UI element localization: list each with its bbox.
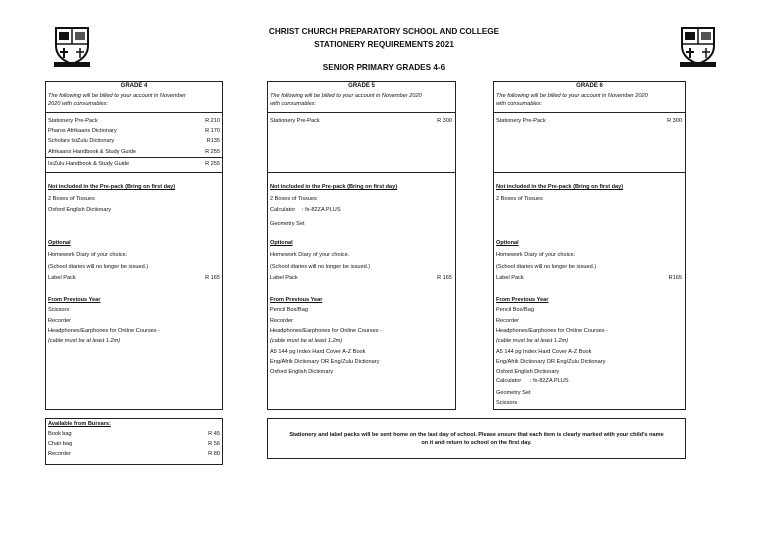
grade5-intro-2: with consumables: bbox=[270, 101, 317, 107]
price: R 165 bbox=[437, 275, 452, 281]
list-item: Geometry Set bbox=[270, 221, 305, 227]
school-name: CHRIST CHURCH PREPARATORY SCHOOL AND COLLEGE bbox=[268, 27, 500, 36]
list-item: Chair bag bbox=[48, 441, 73, 447]
list-item: Label Pack bbox=[496, 275, 524, 281]
list-item: Stationery Pre-Pack bbox=[496, 118, 546, 124]
list-item: Homework Diary of your choice. bbox=[496, 252, 576, 258]
grade5-divider bbox=[267, 172, 456, 173]
list-item: Pencil Box/Bag bbox=[496, 307, 534, 313]
calculator-model: : fx-82ZA PLUS bbox=[302, 207, 341, 213]
grade4-divider bbox=[45, 157, 223, 158]
grade6-not-included-heading: Not included in the Pre-pack (Bring on first day) bbox=[496, 184, 624, 190]
price: R 300 bbox=[667, 118, 682, 124]
grade5-optional-heading: Optional bbox=[270, 240, 293, 246]
grade5-divider bbox=[267, 112, 456, 113]
price: R 165 bbox=[205, 275, 220, 281]
grade6-divider bbox=[493, 172, 686, 173]
grade6-divider bbox=[493, 112, 686, 113]
list-item: Oxford English Dictionary bbox=[48, 207, 112, 213]
grade4-intro: The following will be billed to your account in November bbox=[48, 93, 186, 99]
grade4-optional-heading: Optional bbox=[48, 240, 71, 246]
price: R 170 bbox=[205, 128, 220, 134]
list-item: Headphones/Earphones for Online Courses - bbox=[496, 328, 608, 334]
list-item: IsiZulu Handbook & Study Guide bbox=[48, 161, 130, 167]
list-item: Scissors bbox=[48, 307, 70, 313]
grade4-title: GRADE 4 bbox=[120, 83, 148, 89]
list-item: (School diaries will no longer be issued.) bbox=[270, 264, 371, 270]
list-item: Oxford English Dictionary bbox=[270, 369, 334, 375]
list-item: 2 Boxes of Tissues bbox=[270, 196, 317, 202]
list-item: Label Pack bbox=[48, 275, 76, 281]
list-item: 2 Boxes of Tissues bbox=[48, 196, 95, 202]
list-item: Recorder bbox=[48, 318, 72, 324]
grade5-title: GRADE 5 bbox=[348, 83, 375, 89]
list-item: Pencil Box/Bag bbox=[270, 307, 308, 313]
grade6-title: GRADE 6 bbox=[576, 83, 603, 89]
price: R 210 bbox=[205, 118, 220, 124]
grade6-intro: The following will be billed to your account in November 2020 bbox=[496, 93, 648, 99]
list-item: Recorder bbox=[496, 318, 520, 324]
list-item: Pharos Afrikaans Dictionary bbox=[48, 128, 117, 134]
list-item: Calculator bbox=[496, 378, 522, 384]
calculator-model: : fx-82ZA PLUS bbox=[530, 378, 569, 384]
price: R165 bbox=[668, 275, 682, 281]
list-item: Scholars IsiZulu Dictionary bbox=[48, 138, 115, 144]
list-item: Recorder bbox=[270, 318, 294, 324]
list-item: 2 Boxes of Tissues bbox=[496, 196, 543, 202]
list-item: (School diaries will no longer be issued.) bbox=[48, 264, 149, 270]
grade4-intro-2: 2020 with consumables: bbox=[48, 101, 109, 107]
list-item: Homework Diary of your choice. bbox=[270, 252, 350, 258]
list-item: Homework Diary of your choice. bbox=[48, 252, 128, 258]
bursar-heading: Available from Bursars: bbox=[48, 421, 111, 427]
price: R 255 bbox=[205, 161, 220, 167]
price: R 80 bbox=[208, 451, 220, 457]
price: R 56 bbox=[208, 441, 220, 447]
section-title: SENIOR PRIMARY GRADES 4-6 bbox=[322, 63, 446, 72]
price: R 255 bbox=[205, 149, 220, 155]
list-item: (cable must be at least 1.2m) bbox=[496, 338, 569, 344]
list-item: Label Pack bbox=[270, 275, 298, 281]
list-item: Scissors bbox=[496, 400, 518, 406]
list-item: Calculator bbox=[270, 207, 296, 213]
grade4-not-included-heading: Not included in the Pre-pack (Bring on first day) bbox=[48, 184, 176, 190]
grade5-previous-heading: From Previous Year bbox=[270, 297, 323, 303]
grade5-not-included-heading: Not included in the Pre-pack (Bring on first day) bbox=[270, 184, 398, 190]
list-item: Afrikaans Handbook & Study Guide bbox=[48, 149, 136, 155]
list-item: Book bag bbox=[48, 431, 72, 437]
list-item: (cable must be at least 1.2m) bbox=[48, 338, 121, 344]
grade6-previous-heading: From Previous Year bbox=[496, 297, 549, 303]
grade4-divider bbox=[45, 112, 223, 113]
list-item: Oxford English Dictionary bbox=[496, 369, 560, 375]
list-item: Geometry Set bbox=[496, 390, 531, 396]
price: R 45 bbox=[208, 431, 220, 437]
list-item: (School diaries will no longer be issued.) bbox=[496, 264, 597, 270]
price: R135 bbox=[206, 138, 220, 144]
list-item: Recorder bbox=[48, 451, 72, 457]
list-item: Stationery Pre-Pack bbox=[48, 118, 98, 124]
list-item: A5 144 pg Index Hard Cover A-Z Book bbox=[270, 349, 366, 355]
price: R 300 bbox=[437, 118, 452, 124]
grade6-optional-heading: Optional bbox=[496, 240, 519, 246]
list-item: Eng/Afrik Dictionary OR Eng/Zulu Dictionary bbox=[270, 359, 380, 365]
list-item: A5 144 pg Index Hard Cover A-Z Book bbox=[496, 349, 592, 355]
list-item: Stationery Pre-Pack bbox=[270, 118, 320, 124]
grade5-intro: The following will be billed to your account in November 2020 bbox=[270, 93, 422, 99]
document-subtitle: STATIONERY REQUIREMENTS 2021 bbox=[314, 40, 454, 49]
list-item: Headphones/Earphones for Online Courses - bbox=[48, 328, 160, 334]
list-item: (cable must be at least 1.2m) bbox=[270, 338, 343, 344]
note-line-2: on it and return to school on the first day. bbox=[421, 440, 532, 447]
grade6-intro-2: with consumables: bbox=[496, 101, 543, 107]
list-item: Eng/Afrik Dictionary OR Eng/Zulu Dictionary bbox=[496, 359, 606, 365]
note-text bbox=[270, 431, 683, 447]
note-line-1: Stationery and label packs will be sent home on the last day of school. Please ensure that each item is clearly marked with your child's name bbox=[289, 432, 664, 438]
grade4-divider bbox=[45, 172, 223, 173]
grade4-previous-heading: From Previous Year bbox=[48, 297, 101, 303]
list-item: Headphones/Earphones for Online Courses - bbox=[270, 328, 382, 334]
